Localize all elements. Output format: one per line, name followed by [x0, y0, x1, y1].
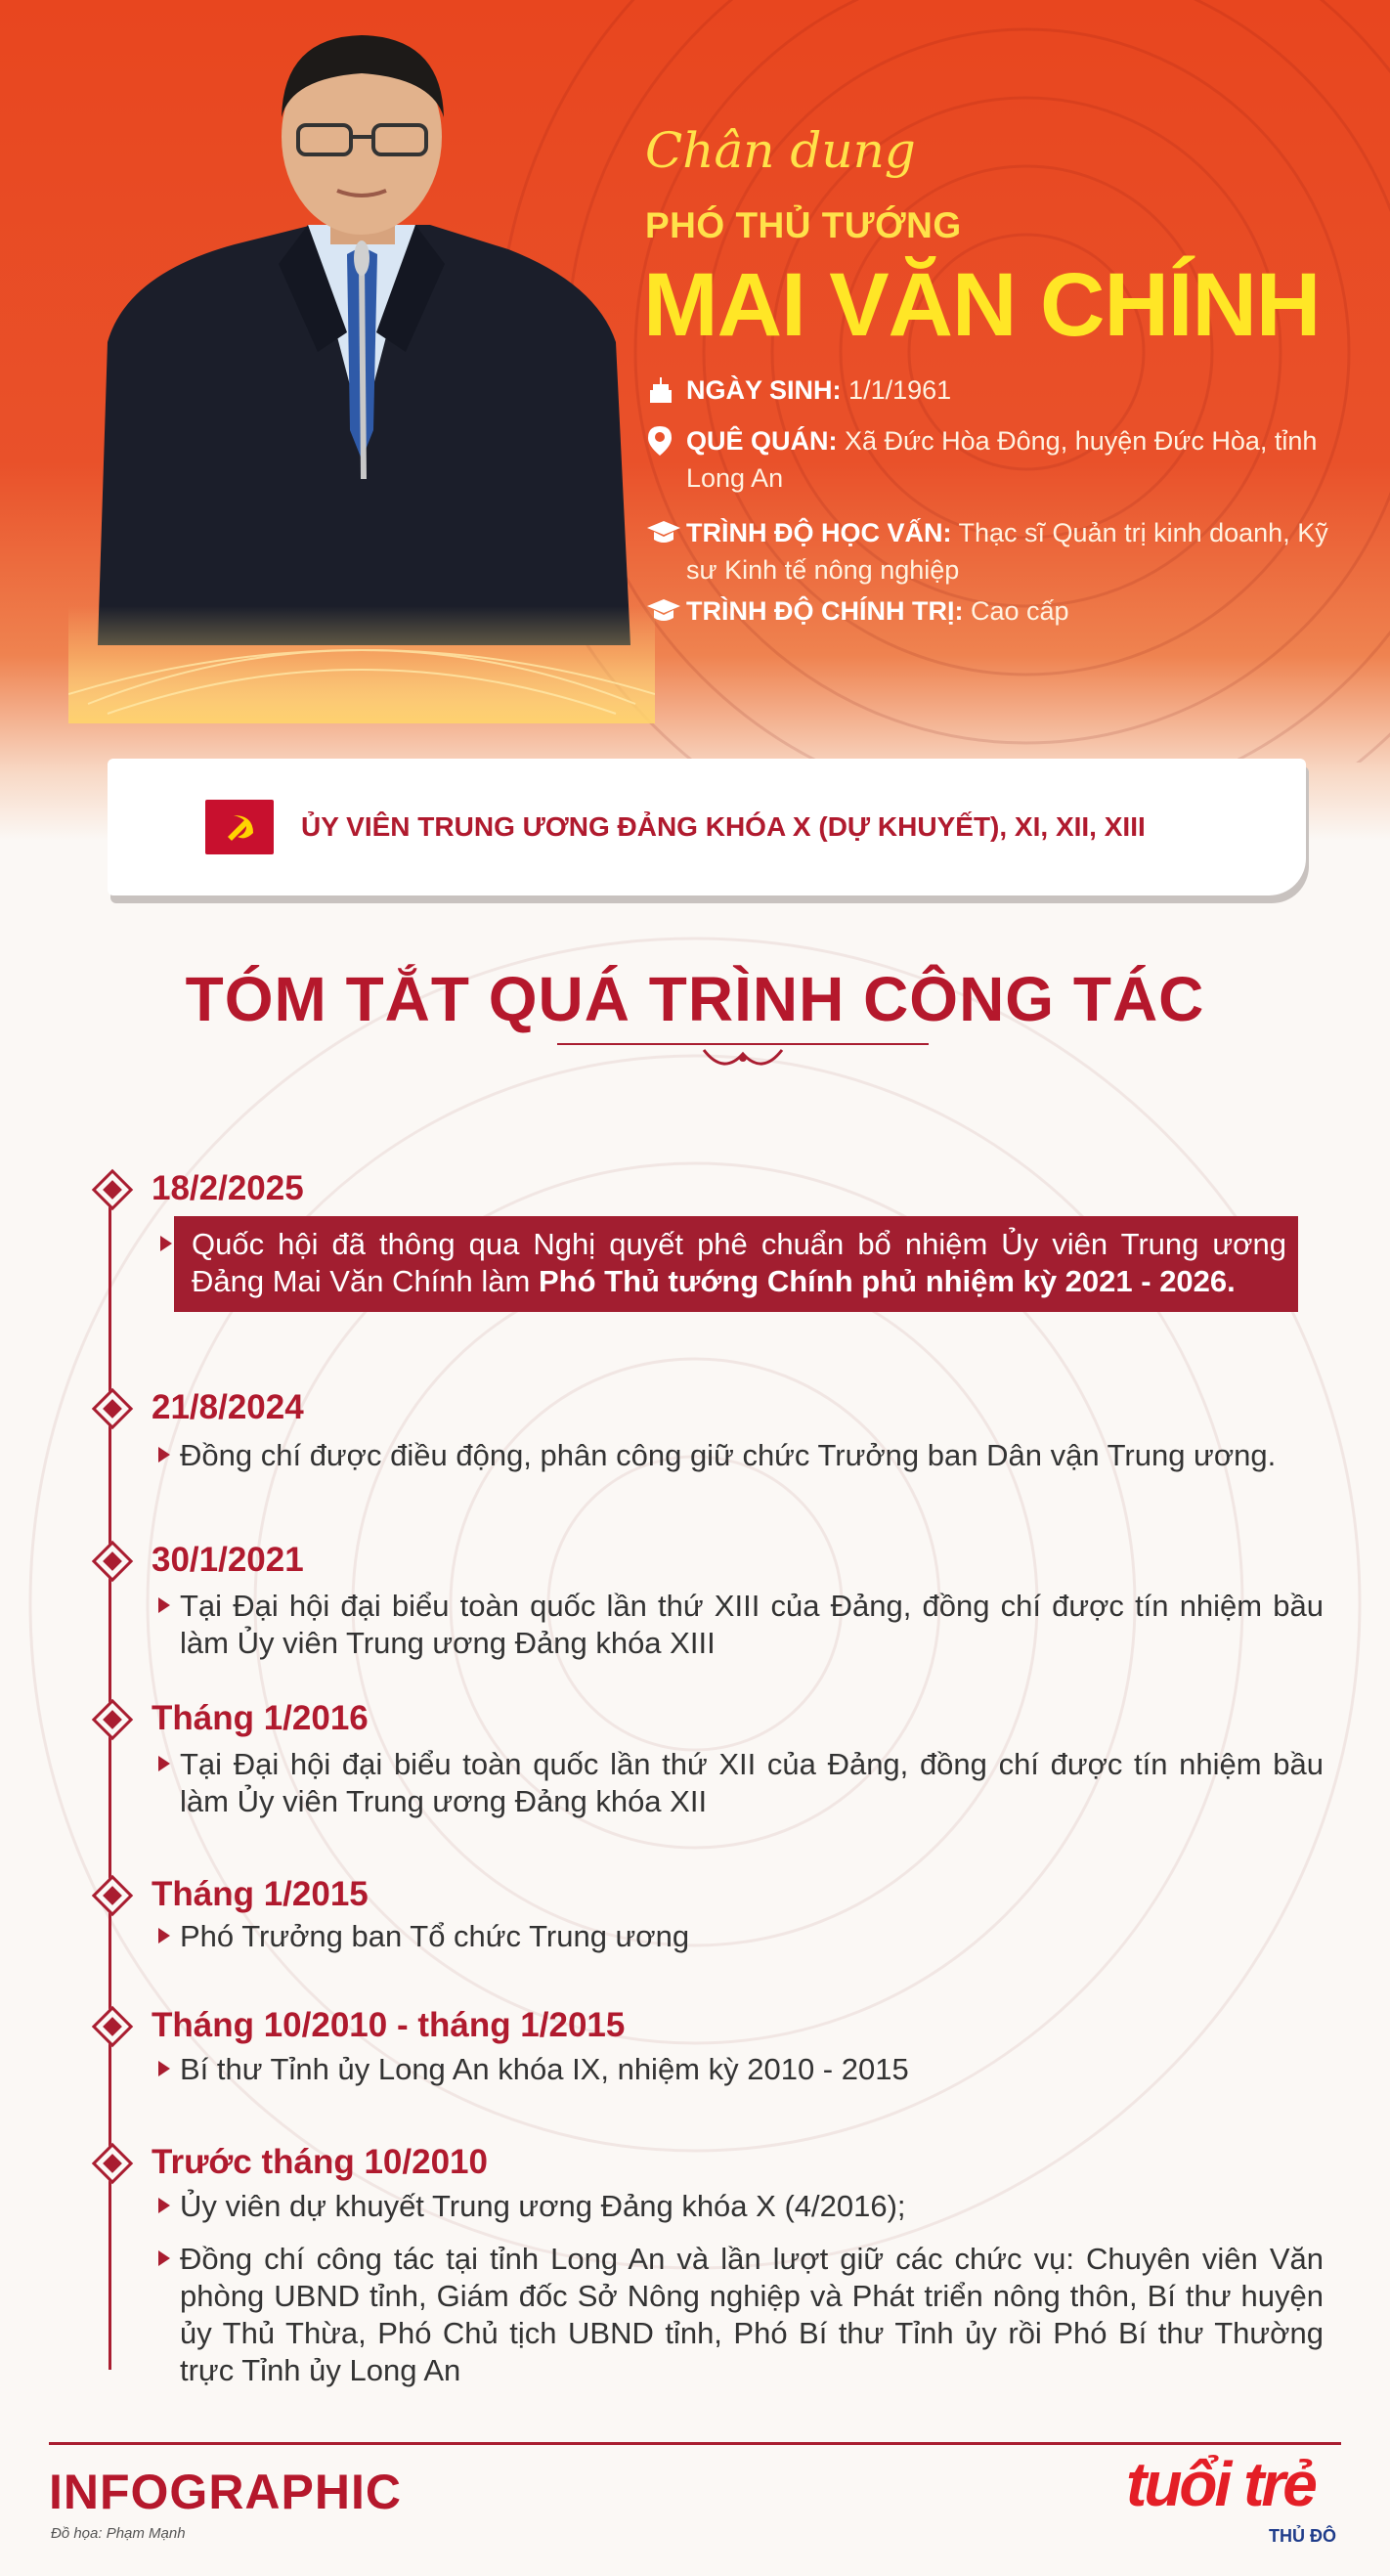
tuoi-tre-logo: tuổi trẻ THỦ ĐÔ [1126, 2449, 1336, 2546]
title-ornament [557, 1028, 929, 1087]
position-title: PHÓ THỦ TƯỚNG [645, 205, 962, 245]
banner-text: ỦY VIÊN TRUNG ƯƠNG ĐẢNG KHÓA X (DỰ KHUYẾT), XI, XII, XIII [301, 811, 1146, 842]
graduation-cap-icon [645, 514, 686, 551]
design-credit: Đồ họa: Phạm Mạnh [51, 2525, 186, 2542]
entry-item-highlight: Quốc hội đã thông qua Nghị quyết phê chuẩn bổ nhiệm Ủy viên Trung ương Đảng Mai Văn Chính làm Phó Thủ tướng Chính phủ nhiệm kỳ 2021 - 2026. [174, 1216, 1298, 1312]
entry-item: Đồng chí công tác tại tỉnh Long An và lần lượt giữ các chức vụ: Chuyên viên Văn phòng UBND tỉnh, Giám đốc Sở Nông nghiệp và Phát triển nông thôn, Bí thư huyện ủy Thủ Thừa, Phó Chủ tịch UBND tỉnh, Phó Bí thư Tỉnh ủy rồi Phó Bí thư Thường trực Tỉnh ủy Long An [156, 2241, 1324, 2389]
info-education: TRÌNH ĐỘ HỌC VẤN: Thạc sĩ Quản trị kinh doanh, Kỹ sư Kinh tế nông nghiệp [645, 514, 1349, 589]
entry-item: Phó Trưởng ban Tổ chức Trung ương [156, 1918, 1324, 1955]
cake-icon [645, 371, 686, 409]
entry-date: Trước tháng 10/2010 [152, 2143, 488, 2181]
location-pin-icon [645, 422, 686, 459]
hero-section [0, 0, 1390, 841]
entry-date: Tháng 10/2010 - tháng 1/2015 [152, 2006, 626, 2044]
party-flag-icon [205, 800, 274, 854]
footer-divider [49, 2442, 1341, 2445]
portrait-photo [68, 20, 655, 723]
info-political: TRÌNH ĐỘ CHÍNH TRỊ: Cao cấp [645, 592, 1349, 630]
party-membership-banner [108, 759, 1306, 895]
script-title: Chân dung [645, 122, 916, 179]
section-title: TÓM TẮT QUÁ TRÌNH CÔNG TÁC [185, 964, 1205, 1034]
info-hometown: QUÊ QUÁN: Xã Đức Hòa Đông, huyện Đức Hòa, tỉnh Long An [645, 422, 1349, 497]
entry-item: Bí thư Tỉnh ủy Long An khóa IX, nhiệm kỳ 2010 - 2015 [156, 2051, 1324, 2088]
entry-date: 30/1/2021 [152, 1541, 304, 1579]
entry-item: Ủy viên dự khuyết Trung ương Đảng khóa X (4/2016); [156, 2188, 1324, 2225]
entry-date: 18/2/2025 [152, 1169, 304, 1207]
entry-date: Tháng 1/2016 [152, 1699, 369, 1737]
entry-item: Đồng chí được điều động, phân công giữ chức Trưởng ban Dân vận Trung ương. [156, 1437, 1324, 1474]
entry-date: Tháng 1/2015 [152, 1875, 369, 1913]
person-name: MAI VĂN CHÍNH [643, 255, 1321, 355]
entry-item: Tại Đại hội đại biểu toàn quốc lần thứ XIII của Đảng, đồng chí được tín nhiệm bầu làm Ủy viên Trung ương Đảng khóa XIII [156, 1588, 1324, 1662]
graduation-cap-icon [645, 592, 686, 630]
timeline-line [109, 1185, 111, 2370]
infographic-label: INFOGRAPHIC [49, 2465, 402, 2519]
info-birthdate: NGÀY SINH: 1/1/1961 [645, 371, 1349, 409]
entry-item: Tại Đại hội đại biểu toàn quốc lần thứ XII của Đảng, đồng chí được tín nhiệm bầu làm Ủy viên Trung ương Đảng khóa XII [156, 1746, 1324, 1820]
entry-date: 21/8/2024 [152, 1388, 304, 1426]
